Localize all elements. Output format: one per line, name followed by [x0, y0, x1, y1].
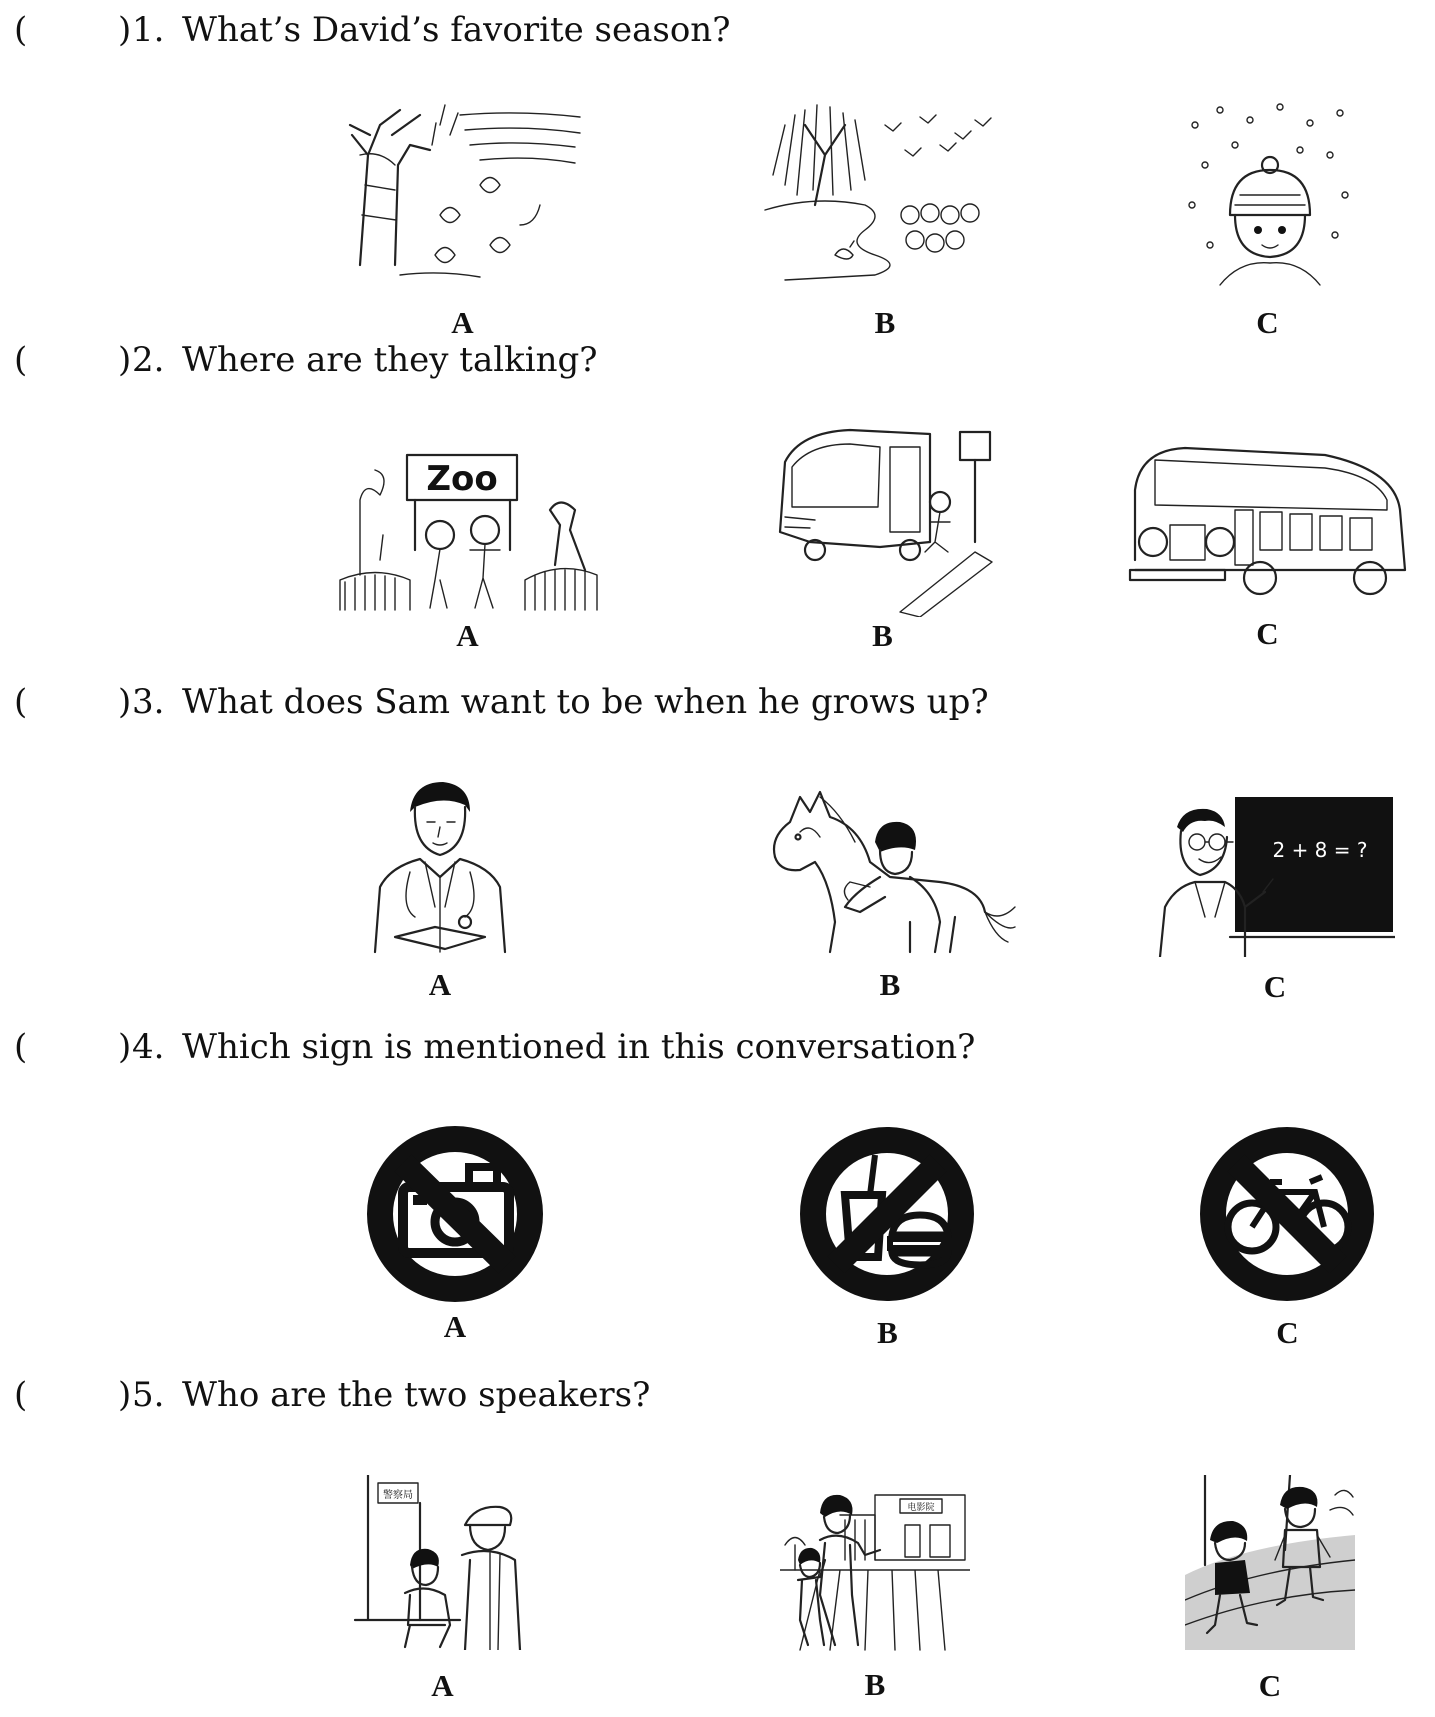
- police-station-sign-text: 警察局: [383, 1490, 413, 1501]
- answer-paren-close: ): [118, 1027, 132, 1067]
- option-label: A: [428, 967, 452, 1002]
- question-line: [0, 682, 1435, 726]
- option-label: C: [1256, 305, 1279, 340]
- option-label: B: [872, 618, 893, 653]
- option-c[interactable]: [1185, 1475, 1355, 1715]
- question-text: Who are the two speakers?: [182, 1375, 651, 1415]
- question-3: [0, 682, 1435, 1012]
- question-4: [0, 1027, 1435, 1362]
- option-c[interactable]: [1125, 430, 1410, 675]
- option-c[interactable]: [1200, 1127, 1375, 1367]
- no-camera-sign-icon: [365, 1125, 545, 1303]
- option-b[interactable]: [800, 1127, 975, 1367]
- autumn-leaves-picture: [340, 95, 585, 295]
- option-label: C: [1258, 1668, 1282, 1703]
- option-label: B: [877, 1315, 898, 1350]
- blackboard-text: 2 + 8 = ?: [1272, 838, 1368, 862]
- two-kids-walking-picture: [1185, 1475, 1355, 1650]
- option-label: C: [1276, 1315, 1299, 1350]
- math-teacher-picture: [1155, 797, 1395, 957]
- option-b[interactable]: [770, 422, 995, 677]
- answer-paren-close: ): [118, 1375, 132, 1415]
- option-b[interactable]: [780, 1485, 970, 1715]
- option-b[interactable]: [755, 95, 1015, 345]
- bus-picture: [1125, 430, 1410, 615]
- answer-paren-open: (: [14, 682, 28, 722]
- question-line: [0, 10, 1435, 54]
- question-number: 1.: [132, 10, 165, 50]
- question-number: 3.: [132, 682, 165, 722]
- question-5: [0, 1375, 1435, 1715]
- option-a[interactable]: [365, 1125, 545, 1360]
- option-c[interactable]: [1180, 95, 1355, 345]
- question-2: [0, 340, 1435, 675]
- question-line: [0, 1027, 1435, 1071]
- cinema-sign-text: 电影院: [907, 1503, 935, 1513]
- answer-paren-close: ): [118, 10, 132, 50]
- option-label: C: [1263, 969, 1287, 1004]
- option-a[interactable]: [365, 777, 515, 1017]
- answer-paren-close: ): [118, 682, 132, 722]
- option-label: C: [1256, 616, 1279, 651]
- question-text: Which sign is mentioned in this conversation?: [182, 1027, 976, 1067]
- spring-willow-birds-picture: [755, 95, 1015, 295]
- option-label: B: [874, 305, 896, 340]
- police-station-picture: [350, 1475, 535, 1650]
- answer-paren-open: (: [14, 10, 28, 50]
- doctor-picture: [365, 777, 515, 957]
- option-a[interactable]: [340, 95, 585, 345]
- question-number: 2.: [132, 340, 165, 380]
- answer-paren-open: (: [14, 1375, 28, 1415]
- option-label: A: [431, 1668, 454, 1703]
- answer-paren-close: ): [118, 340, 132, 380]
- vet-horse-picture: [760, 782, 1020, 957]
- question-line: [0, 340, 1435, 384]
- option-a[interactable]: [350, 1475, 535, 1715]
- zoo-picture: [335, 440, 600, 615]
- option-label: B: [879, 967, 901, 1002]
- no-bicycle-sign-icon: [1200, 1127, 1375, 1302]
- question-text: Where are they talking?: [182, 340, 598, 380]
- option-a[interactable]: [335, 440, 600, 675]
- no-food-drink-sign-icon: [800, 1127, 975, 1302]
- mother-child-street-picture: [780, 1485, 970, 1655]
- bus-stop-picture: [770, 422, 995, 617]
- answer-paren-open: (: [14, 340, 28, 380]
- question-number: 5.: [132, 1375, 165, 1415]
- question-number: 4.: [132, 1027, 165, 1067]
- option-b[interactable]: [760, 782, 1020, 1017]
- zoo-sign-text: Zoo: [426, 459, 498, 499]
- question-text: What does Sam want to be when he grows up?: [182, 682, 989, 722]
- winter-snow-child-picture: [1180, 95, 1355, 295]
- option-label: A: [456, 618, 479, 653]
- option-label: A: [451, 305, 474, 340]
- question-text: What’s David’s favorite season?: [182, 10, 731, 50]
- option-label: A: [443, 1309, 467, 1344]
- question-line: [0, 1375, 1435, 1419]
- option-c[interactable]: [1155, 797, 1395, 1017]
- answer-paren-open: (: [14, 1027, 28, 1067]
- question-1: [0, 10, 1435, 340]
- option-label: B: [864, 1667, 886, 1702]
